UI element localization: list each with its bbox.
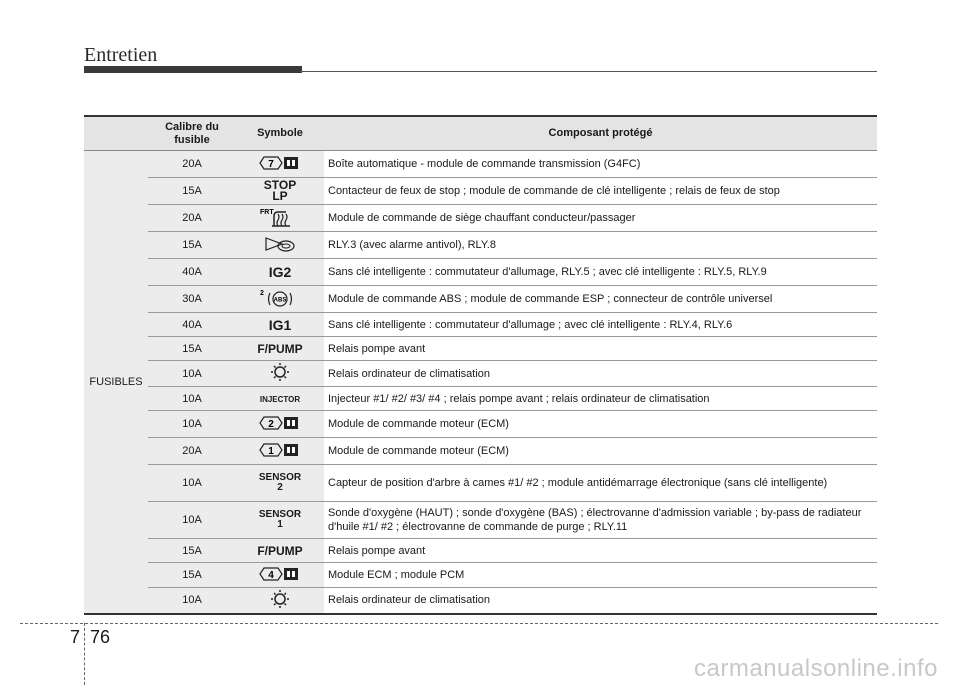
fuse-1-icon — [236, 438, 324, 465]
component-cell: Contacteur de feux de stop ; module de commande de clé intelligente ; relais de feux de stop — [324, 178, 877, 205]
calibre-cell: 15A — [148, 337, 236, 361]
ig2-symbol: IG2 — [236, 259, 324, 286]
component-cell: Module de commande de siège chauffant conducteur/passager — [324, 205, 877, 232]
component-cell: Module de commande moteur (ECM) — [324, 438, 877, 465]
col-header-symbole: Symbole — [236, 116, 324, 151]
calibre-cell: 10A — [148, 387, 236, 411]
ac-icon — [236, 361, 324, 387]
category-cell: FUSIBLES — [84, 151, 148, 614]
table-row — [84, 337, 877, 361]
page-header-title: Entretien — [84, 44, 158, 66]
component-cell: Relais pompe avant — [324, 539, 877, 563]
col-header-category — [84, 116, 148, 151]
component-cell: Module de commande ABS ; module de commande ESP ; connecteur de contrôle universel — [324, 286, 877, 313]
table-row — [84, 563, 877, 588]
table-row — [84, 539, 877, 563]
svg-text:4: 4 — [268, 569, 274, 581]
calibre-cell: 10A — [148, 502, 236, 539]
fpump-symbol: F/PUMP — [236, 539, 324, 563]
calibre-cell: 20A — [148, 151, 236, 178]
calibre-cell: 10A — [148, 361, 236, 387]
calibre-cell: 20A — [148, 438, 236, 465]
footer-rule — [20, 623, 938, 624]
table-row — [84, 361, 877, 387]
table-row — [84, 259, 877, 286]
calibre-cell: 15A — [148, 178, 236, 205]
component-cell: Relais ordinateur de climatisation — [324, 588, 877, 614]
table-row — [84, 313, 877, 337]
injector-symbol: INJECTOR — [236, 387, 324, 411]
footer-divider — [84, 623, 85, 685]
page-number: 76 — [90, 627, 111, 647]
fuse-4-icon — [236, 563, 324, 588]
fuse-table — [84, 115, 877, 615]
fuse-2-icon — [236, 411, 324, 438]
table-row — [84, 465, 877, 502]
svg-text:FRT: FRT — [260, 208, 274, 216]
watermark: carmanualsonline.info — [694, 655, 938, 682]
svg-text:7: 7 — [268, 158, 274, 170]
calibre-cell: 15A — [148, 563, 236, 588]
chapter-number: 7 — [70, 627, 81, 647]
component-cell: Module ECM ; module PCM — [324, 563, 877, 588]
calibre-cell: 15A — [148, 539, 236, 563]
ac-icon — [236, 588, 324, 614]
table-row — [84, 286, 877, 313]
component-cell: Relais ordinateur de climatisation — [324, 361, 877, 387]
component-cell: Sans clé intelligente : commutateur d'allumage ; avec clé intelligente : RLY.4, RLY.6 — [324, 313, 877, 337]
svg-text:1: 1 — [268, 445, 274, 457]
calibre-cell: 40A — [148, 313, 236, 337]
component-cell: Module de commande moteur (ECM) — [324, 411, 877, 438]
table-row — [84, 387, 877, 411]
fpump-symbol: F/PUMP — [236, 337, 324, 361]
svg-text:2: 2 — [268, 418, 274, 430]
col-header-composant: Composant protégé — [324, 116, 877, 151]
table-row — [84, 502, 877, 539]
col-header-calibre: Calibre du fusible — [148, 116, 236, 151]
svg-text:2: 2 — [260, 289, 264, 297]
stop-lamp-symbol: STOP LP — [236, 178, 324, 205]
component-cell: Sonde d'oxygène (HAUT) ; sonde d'oxygène (BAS) ; électrovanne d'admission variable ; by-pass de radiateur d'huile #1/ #2 ; électrovanne de commande de purge ; RLY.11 — [324, 502, 877, 539]
table-row — [84, 151, 877, 178]
calibre-cell: 40A — [148, 259, 236, 286]
component-cell: Sans clé intelligente : commutateur d'allumage, RLY.5 ; avec clé intelligente : RLY.5, RLY.9 — [324, 259, 877, 286]
calibre-cell: 15A — [148, 232, 236, 259]
component-cell: Boîte automatique - module de commande transmission (G4FC) — [324, 151, 877, 178]
abs-icon — [236, 286, 324, 313]
table-row — [84, 205, 877, 232]
seat-heater-icon — [236, 205, 324, 232]
calibre-cell: 10A — [148, 411, 236, 438]
table-row — [84, 588, 877, 614]
calibre-cell: 20A — [148, 205, 236, 232]
table-row — [84, 178, 877, 205]
component-cell: Injecteur #1/ #2/ #3/ #4 ; relais pompe avant ; relais ordinateur de climatisation — [324, 387, 877, 411]
component-cell: Relais pompe avant — [324, 337, 877, 361]
horn-icon — [236, 232, 324, 259]
component-cell: RLY.3 (avec alarme antivol), RLY.8 — [324, 232, 877, 259]
component-cell: Capteur de position d'arbre à cames #1/ #2 ; module antidémarrage électronique (sans clé intelligente) — [324, 465, 877, 502]
header-rule — [300, 71, 877, 72]
calibre-cell: 30A — [148, 286, 236, 313]
calibre-cell: 10A — [148, 588, 236, 614]
sensor2-symbol: SENSOR 2 — [236, 465, 324, 502]
table-row — [84, 232, 877, 259]
calibre-cell: 10A — [148, 465, 236, 502]
ig1-symbol: IG1 — [236, 313, 324, 337]
table-header-row — [84, 116, 877, 151]
fuse-7-icon — [236, 151, 324, 178]
sensor1-symbol: SENSOR 1 — [236, 502, 324, 539]
table-row — [84, 411, 877, 438]
header-bar — [84, 66, 302, 73]
table-row — [84, 438, 877, 465]
svg-text:ABS: ABS — [273, 297, 287, 303]
